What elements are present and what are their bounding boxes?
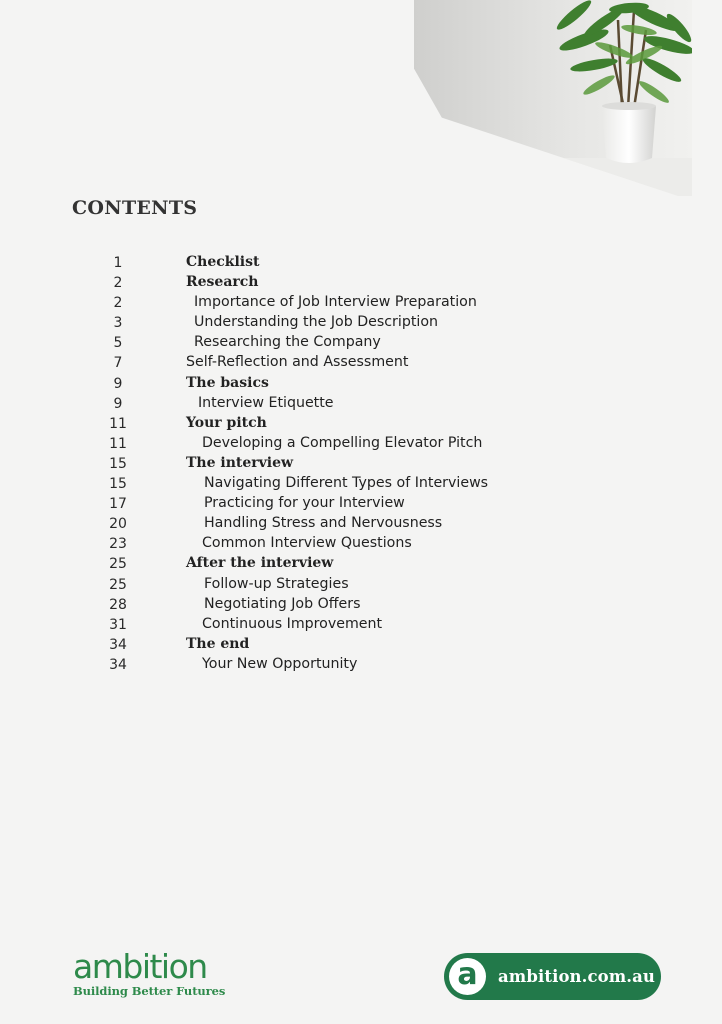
toc-section-title[interactable]: The interview (186, 454, 294, 471)
toc-item-title[interactable]: Self-Reflection and Assessment (186, 354, 409, 371)
toc-item-title[interactable]: Navigating Different Types of Interviews (204, 475, 489, 492)
toc-item-title[interactable]: Importance of Job Interview Preparation (194, 294, 477, 311)
toc-item-row[interactable] (0, 614, 722, 634)
toc-item-title[interactable]: Developing a Compelling Elevator Pitch (202, 434, 483, 451)
toc-item-row[interactable] (0, 292, 722, 312)
toc-item-title[interactable]: Follow-up Strategies (204, 575, 349, 592)
toc-section-row[interactable] (0, 453, 722, 473)
toc-item-row[interactable] (0, 332, 722, 352)
toc-page-number: 15 (109, 476, 127, 493)
toc-page-number: 2 (113, 295, 123, 312)
toc-page-number: 5 (113, 335, 123, 352)
toc-section-title[interactable]: Your pitch (186, 414, 267, 431)
toc-item-row[interactable] (0, 513, 722, 533)
toc-item-title[interactable]: Common Interview Questions (202, 535, 412, 552)
toc-item-title[interactable]: Handling Stress and Nervousness (204, 515, 443, 532)
toc-section-row[interactable] (0, 553, 722, 573)
toc-item-row[interactable] (0, 533, 722, 553)
logo-tagline: Building Better Futures (73, 984, 226, 998)
toc-section-row[interactable] (0, 272, 722, 292)
potted-plant-illustration (414, 0, 692, 196)
toc-page-number: 3 (113, 315, 123, 332)
ambition-logo (73, 948, 225, 998)
table-of-contents (0, 252, 722, 674)
toc-page-number: 9 (113, 375, 123, 392)
toc-page-number: 9 (113, 395, 123, 412)
website-link[interactable] (444, 953, 661, 1000)
toc-page-number: 15 (109, 455, 127, 472)
toc-section-title[interactable]: Research (186, 274, 259, 291)
toc-item-title[interactable]: Practicing for your Interview (204, 495, 405, 512)
toc-page-number: 20 (109, 516, 127, 533)
toc-section-row[interactable] (0, 634, 722, 654)
toc-page-number: 17 (109, 496, 127, 513)
toc-page-number: 34 (109, 636, 127, 653)
toc-item-row[interactable] (0, 433, 722, 453)
toc-item-title[interactable]: Negotiating Job Offers (204, 595, 361, 612)
toc-item-row[interactable] (0, 393, 722, 413)
toc-item-row[interactable] (0, 594, 722, 614)
logo-wordmark: ambition (73, 947, 207, 986)
toc-page-number: 25 (109, 576, 127, 593)
toc-item-title[interactable]: Continuous Improvement (202, 615, 383, 632)
toc-page-number: 34 (109, 656, 127, 673)
toc-section-title[interactable]: Checklist (186, 254, 260, 270)
toc-section-row[interactable] (0, 413, 722, 433)
toc-page-number: 11 (109, 415, 127, 432)
header-plant-photo (414, 0, 692, 196)
toc-item-row[interactable] (0, 493, 722, 513)
contents-heading: CONTENTS (72, 197, 198, 219)
toc-page-number: 1 (113, 255, 123, 271)
toc-item-row[interactable] (0, 473, 722, 493)
toc-page-number: 11 (109, 435, 127, 452)
ambition-a-icon: a (449, 958, 486, 995)
toc-page-number: 28 (109, 596, 127, 613)
toc-page-number: 25 (109, 556, 127, 573)
toc-section-title[interactable]: After the interview (186, 555, 334, 572)
toc-item-title[interactable]: Understanding the Job Description (194, 314, 439, 331)
website-url[interactable]: ambition.com.au (498, 967, 656, 986)
toc-item-row[interactable] (0, 574, 722, 594)
toc-section-title[interactable]: The basics (186, 374, 269, 391)
toc-item-title[interactable]: Researching the Company (194, 334, 381, 351)
toc-section-row[interactable] (0, 252, 722, 272)
toc-page-number: 7 (113, 355, 123, 372)
toc-section-title[interactable]: The end (186, 635, 250, 652)
toc-item-row[interactable] (0, 654, 722, 674)
toc-page-number: 2 (113, 275, 123, 292)
toc-item-title[interactable]: Your New Opportunity (202, 655, 358, 672)
toc-page-number: 23 (109, 536, 127, 553)
toc-item-row[interactable] (0, 312, 722, 332)
toc-section-row[interactable] (0, 373, 722, 393)
toc-page-number: 31 (109, 616, 127, 633)
toc-item-row[interactable] (0, 352, 722, 372)
toc-item-title[interactable]: Interview Etiquette (198, 394, 334, 411)
